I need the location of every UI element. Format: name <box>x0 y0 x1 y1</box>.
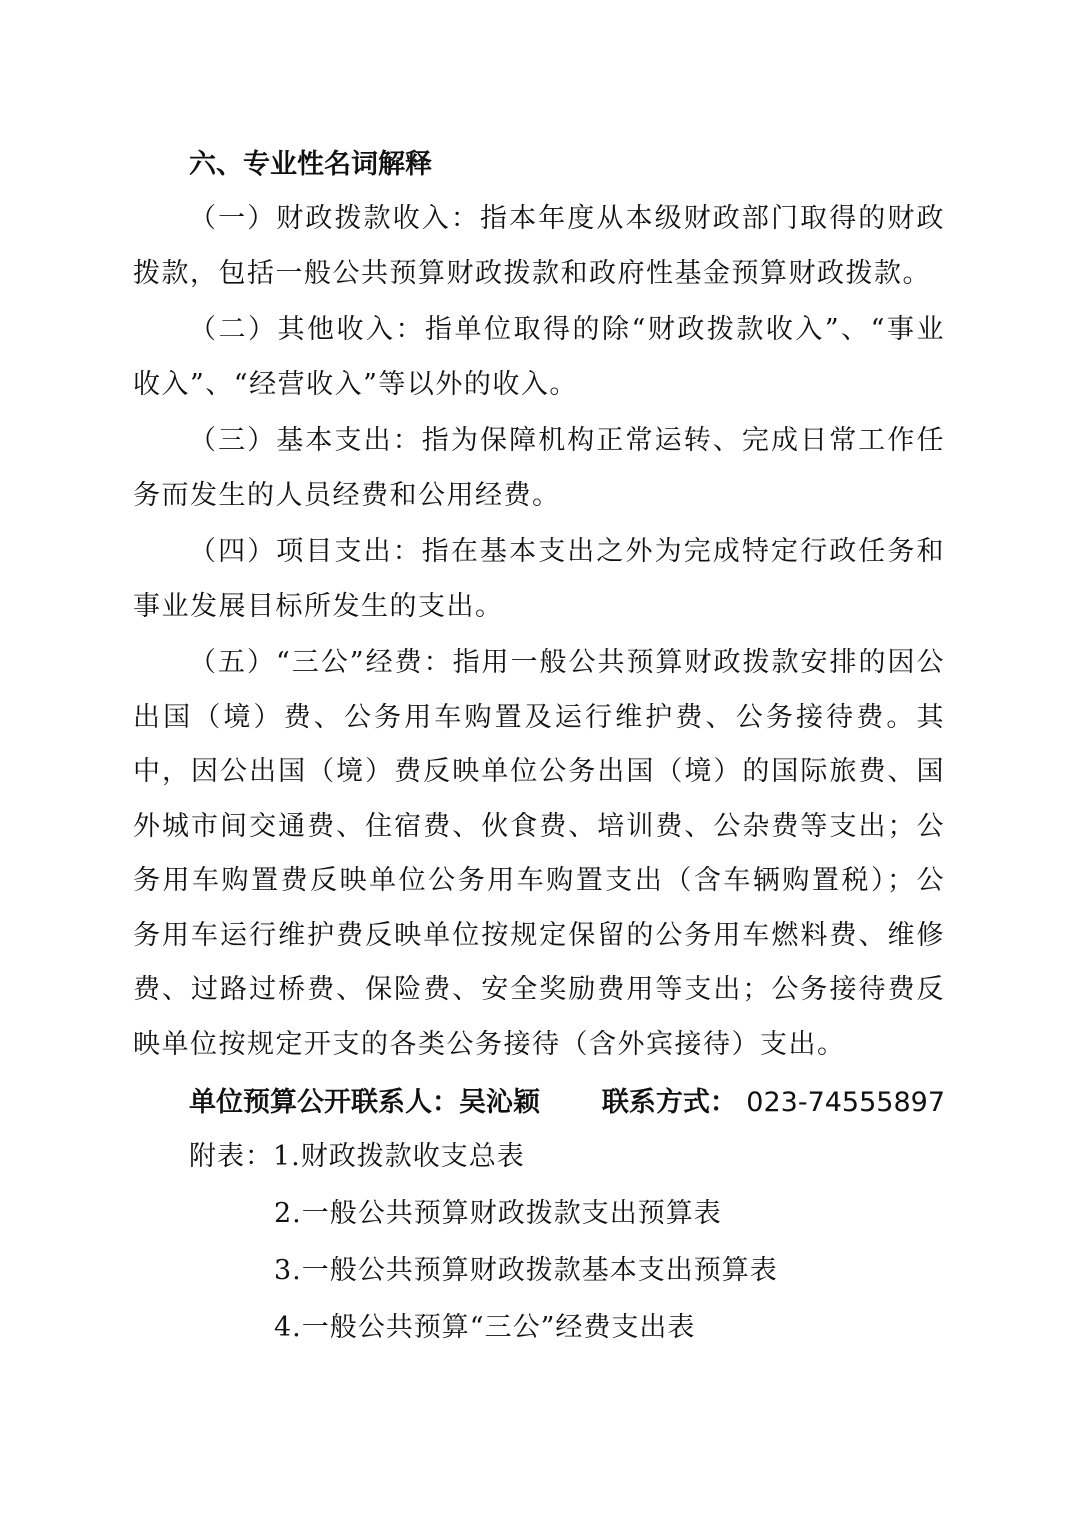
contact-line <box>133 1076 945 1130</box>
attachment-item: 4.一般公共预算“三公”经费支出表 <box>274 1312 696 1343</box>
attachment-label: 附表： <box>189 1141 273 1172</box>
paragraph-basic-expenditure: （三）基本支出：指为保障机构正常运转、完成日常工作任务而发生的人员经费和公用经费。 <box>133 425 945 511</box>
section-heading: 六、专业性名词解释 <box>189 149 432 180</box>
attachment-first-line <box>133 1130 945 1184</box>
attachment-item: 2.一般公共预算财政拨款支出预算表 <box>274 1198 722 1229</box>
paragraph-fiscal-appropriation-income: （一）财政拨款收入：指本年度从本级财政部门取得的财政拨款，包括一般公共预算财政拨款和政府性基金预算财政拨款。 <box>133 203 945 289</box>
contact-method-label: 联系方式： <box>601 1087 737 1118</box>
contact-person: 单位预算公开联系人：吴沁颖 <box>189 1087 540 1118</box>
paragraph-three-public-expenses: （五）“三公”经费：指用一般公共预算财政拨款安排的因公出国（境）费、公务用车购置及运行维护费、公务接待费。其中，因公出国（境）费反映单位公务出国（境）的国际旅费、国外城市间交通费、住宿费、伙食费、培训费、公杂费等支出；公务用车购置费反映单位公务用车购置支出（含车辆购置税）；公务用车运行维护费反映单位按规定保留的公务用车燃料费、维修费、过路过桥费、保险费、安全奖励费用等支出；公务接待费反映单位按规定开支的各类公务接待（含外宾接待）支出。 <box>133 647 945 1060</box>
attachment-item: 1.财政拨款收支总表 <box>273 1141 525 1172</box>
paragraph-project-expenditure: （四）项目支出：指在基本支出之外为完成特定行政任务和事业发展目标所发生的支出。 <box>133 536 945 622</box>
attachment-item: 3.一般公共预算财政拨款基本支出预算表 <box>274 1255 778 1286</box>
document-body <box>133 138 945 1355</box>
paragraph-other-income: （二）其他收入：指单位取得的除“财政拨款收入”、“事业收入”、“经营收入”等以外的收入。 <box>133 314 945 400</box>
contact-phone: 023-74555897 <box>746 1087 945 1118</box>
contact-method <box>602 1076 945 1130</box>
